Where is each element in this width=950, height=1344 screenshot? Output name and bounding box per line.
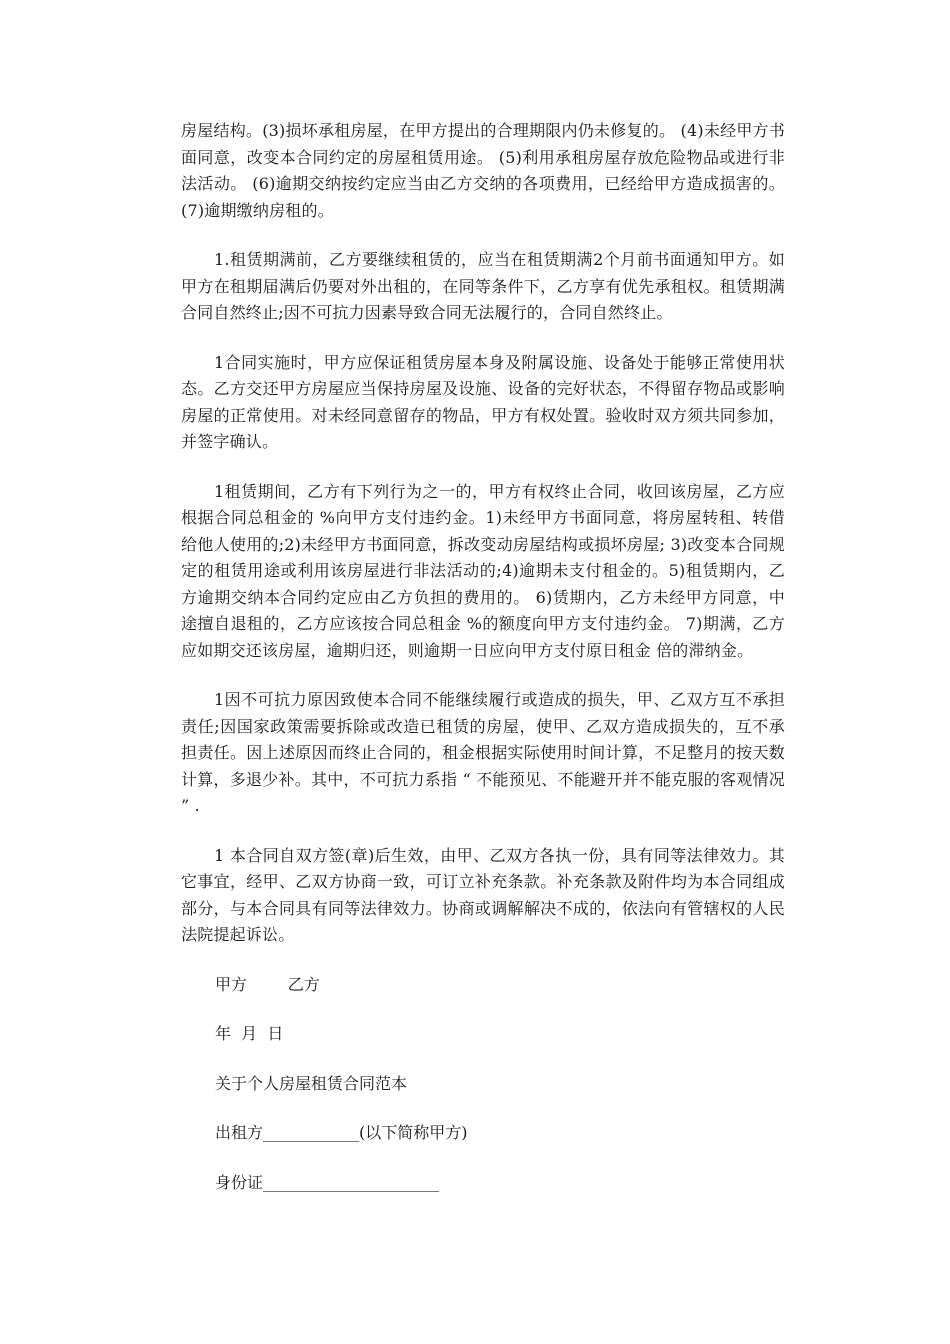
lessor-field: 出租方____________(以下简称甲方) bbox=[215, 1123, 468, 1142]
paragraph-breach-conditions: 房屋结构。(3)损坏承租房屋，在甲方提出的合理期限内仍未修复的。 (4)未经甲方书面同意，改变本合同约定的房屋租赁用途。 (5)利用承租房屋存放危险物品或进行非法活动。 (6)逾期交纳按约定应当由乙方交纳的各项费用，已经给甲方造成损害的。 (7)逾期缴纳房租的。 bbox=[181, 121, 785, 220]
paragraph-renewal: 1.租赁期满前，乙方要继续租赁的，应当在租赁期满2个月前书面通知甲方。如甲方在租期届满后仍要对外出租的，在同等条件下，乙方享有优先承租权。租赁期满合同自然终止;因不可抗力因素导致合同无法履行的，合同自然终止。 bbox=[181, 250, 785, 322]
contract-title: 关于个人房屋租赁合同范本 bbox=[215, 1073, 408, 1093]
paragraph-effectiveness: 1 本合同自双方签(章)后生效，由甲、乙双方各执一份，具有同等法律效力。其它事宜，经甲、乙双方协商一致，可订立补充条款。补充条款及附件均为本合同组成部分，与本合同具有同等法律效力。协商或调解解决不成的，依法向有管辖权的人民法院提起诉讼。 bbox=[181, 845, 785, 944]
paragraph-handover: 1合同实施时，甲方应保证租赁房屋本身及附属设施、设备处于能够正常使用状态。乙方交还甲方房屋应当保持房屋及设施、设备的完好状态，不得留存物品或影响房屋的正常使用。对未经同意留存的物品，甲方有权处置。验收时双方须共同参加，并签字确认。 bbox=[181, 352, 785, 451]
paragraph-force-majeure: 1因不可抗力原因致使本合同不能继续履行或造成的损失，甲、乙双方互不承担责任;因国家政策需要拆除或改造已租赁的房屋，使甲、乙双方造成损失的，互不承担责任。因上述原因而终止合同的，租金根据实际使用时间计算，不足整月的按天数计算，多退少补。其中，不可抗力系指 “ 不能预见、不能避开并不能克服的客观情况 ” . bbox=[181, 690, 785, 815]
document-page bbox=[181, 118, 785, 1219]
date-line: 年 月 日 bbox=[215, 1024, 284, 1043]
id-card-field: 身份证______________________ bbox=[215, 1172, 440, 1192]
paragraph-termination-penalty: 1租赁期间，乙方有下列行为之一的，甲方有权终止合同，收回该房屋，乙方应根据合同总租金的 %向甲方支付违约金。1)未经甲方书面同意，将房屋转租、转借给他人使用的;2)未经甲方书面同意，拆改变动房屋结构或损坏房屋; 3)改变本合同规定的租赁用途或利用该房屋进行非法活动的;4)逾期未支付租金的。5)租赁期内，乙方逾期交纳本合同约定应由乙方负担的费用的。 6)赁期内，乙方未经甲方同意，中途擅自退租的，乙方应该按合同总租金 %的额度向甲方支付违约金。 7)期满，乙方应如期交还该房屋，逾期归还，则逾期一日应向甲方支付原日租金 倍的滞纳金。 bbox=[181, 481, 785, 660]
signature-parties: 甲方 乙方 bbox=[215, 974, 320, 994]
